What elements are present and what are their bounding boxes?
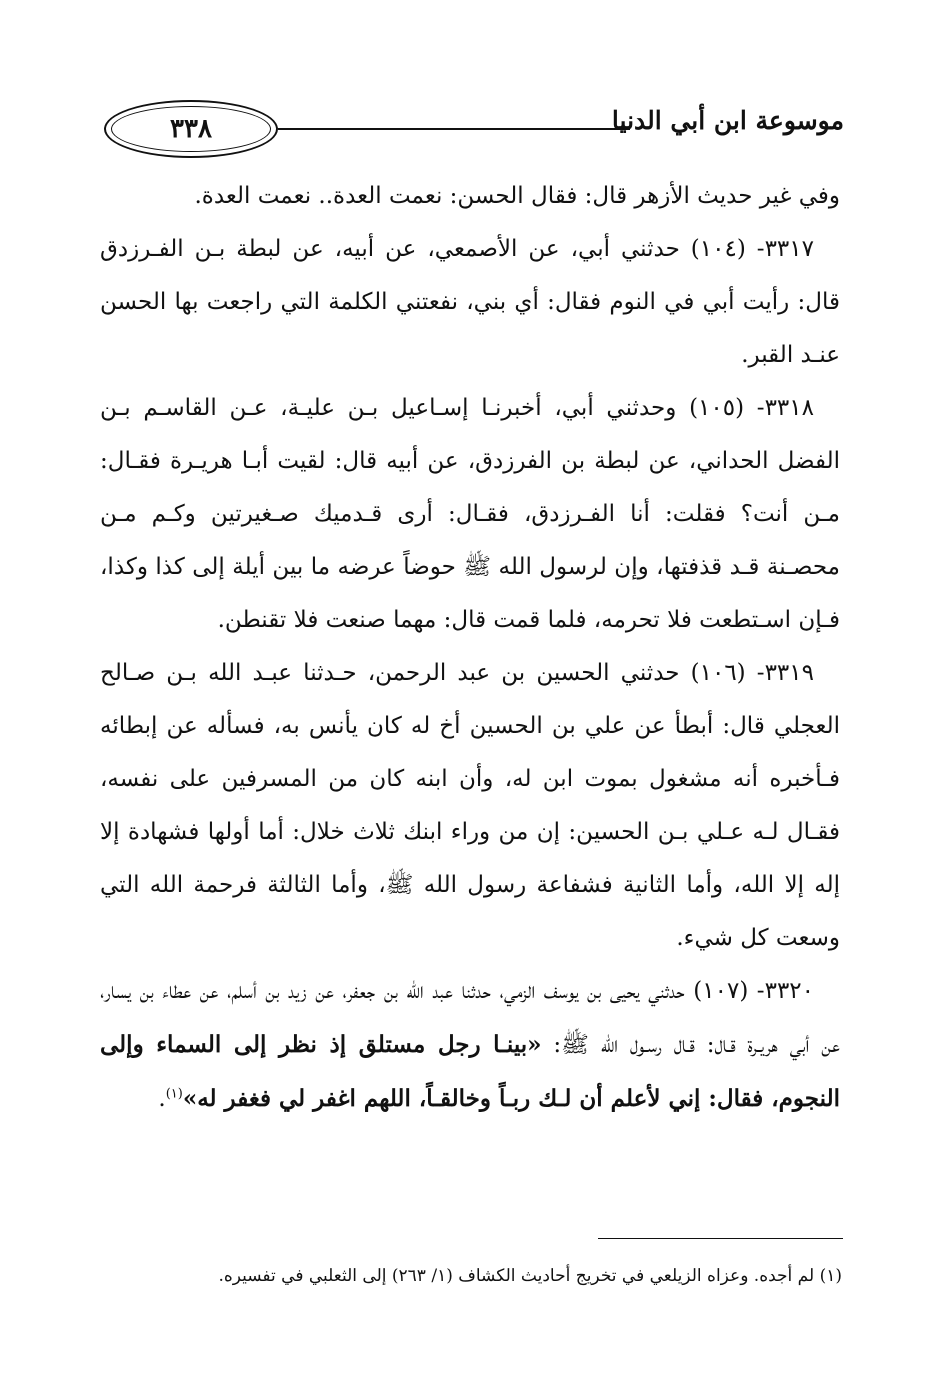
- paragraph-3320-text: ٣٣٢٠- (١٠٧) حدثني يحيى بن يوسف الزمي، حدثنا عبد الله بن جعفر، عن زيد بن أسلم، عن عطاء بن يسار، عن أبي هريـرة قـال: قـال رسـول الله ﷺ:: [100, 978, 840, 1058]
- page-number: ٣٣٨: [170, 114, 212, 144]
- book-title: موسوعة ابن أبي الدنيا: [611, 106, 844, 135]
- page-header: [92, 92, 852, 168]
- footnote: (١) لم أجده. وعزاه الزيلعي في تخريج أحاديث الكشاف (١/ ٢٦٣) إلى الثعلبي في تفسيره.: [218, 1266, 842, 1286]
- footnote-separator: [598, 1238, 843, 1239]
- paragraph-3320: [100, 965, 840, 1126]
- paragraph-3317: ٣٣١٧- (١٠٤) حدثني أبي، عن الأصمعي، عن أبيه، عن لبطة بـن الفـرزدق قال: رأيت أبي في النوم فقال: أي بني، نفعتني الكلمة التي راجعت بها الحسن عنـد القبر.: [100, 236, 840, 368]
- paragraph-end-mark: .: [158, 1086, 166, 1112]
- hadith-quote: «بينـا رجل مستلق إذ نظر إلى السماء وإلى النجوم، فقال: إني لأعلم أن لـك ربـاً وخالقـاً، اللهم اغفر لي فغفر له»: [100, 1031, 840, 1112]
- main-text: [100, 170, 840, 1126]
- footnote-reference[interactable]: (١): [165, 1086, 183, 1102]
- paragraph-continuation: وفي غير حديث الأزهر قال: فقال الحسن: نعمت العدة.. نعمت العدة.: [194, 183, 840, 209]
- paragraph-3319: ٣٣١٩- (١٠٦) حدثني الحسين بن عبد الرحمن، حـدثنا عبـد الله بـن صـالح العجلي قال: أبطأ عن علي بن الحسين أخ له كان يأنس به، فسأله عن إبطائه فـأخبره أنه مشغول بموت ابن له، وأن ابنه كان من المسرفين على نفسه، فقـال لـه عـلي بـن الحسين: إن من وراء ابنك ثلاث خلال: أما أولها فشهادة إلا إله إلا الله، وأما الثانية فشفاعة رسول الله ﷺ، وأما الثالثة فرحمة الله التي وسعت كل شيء.: [100, 660, 840, 951]
- paragraph-3318: ٣٣١٨- (١٠٥) وحدثني أبي، أخبرنـا إسـاعيل بـن عليـة، عـن القاسـم بـن الفضل الحداني، عن لبطة بن الفرزدق، عن أبيه قال: لقيت أبـا هريـرة فقـال: مـن أنت؟ فقلت: أنا الفـرزدق، فقـال: أرى قـدميك صـغيرتين وكـم مـن محصـنة قـد قذفتها، وإن لرسول الله ﷺ حوضاً عرضه ما بين أيلة إلى كذا وكذا، فـإن اسـتطعت فلا تحرمه، فلما قمت قال: مهما صنعت فلا تقنطن.: [100, 395, 840, 633]
- header-rule: [278, 128, 630, 130]
